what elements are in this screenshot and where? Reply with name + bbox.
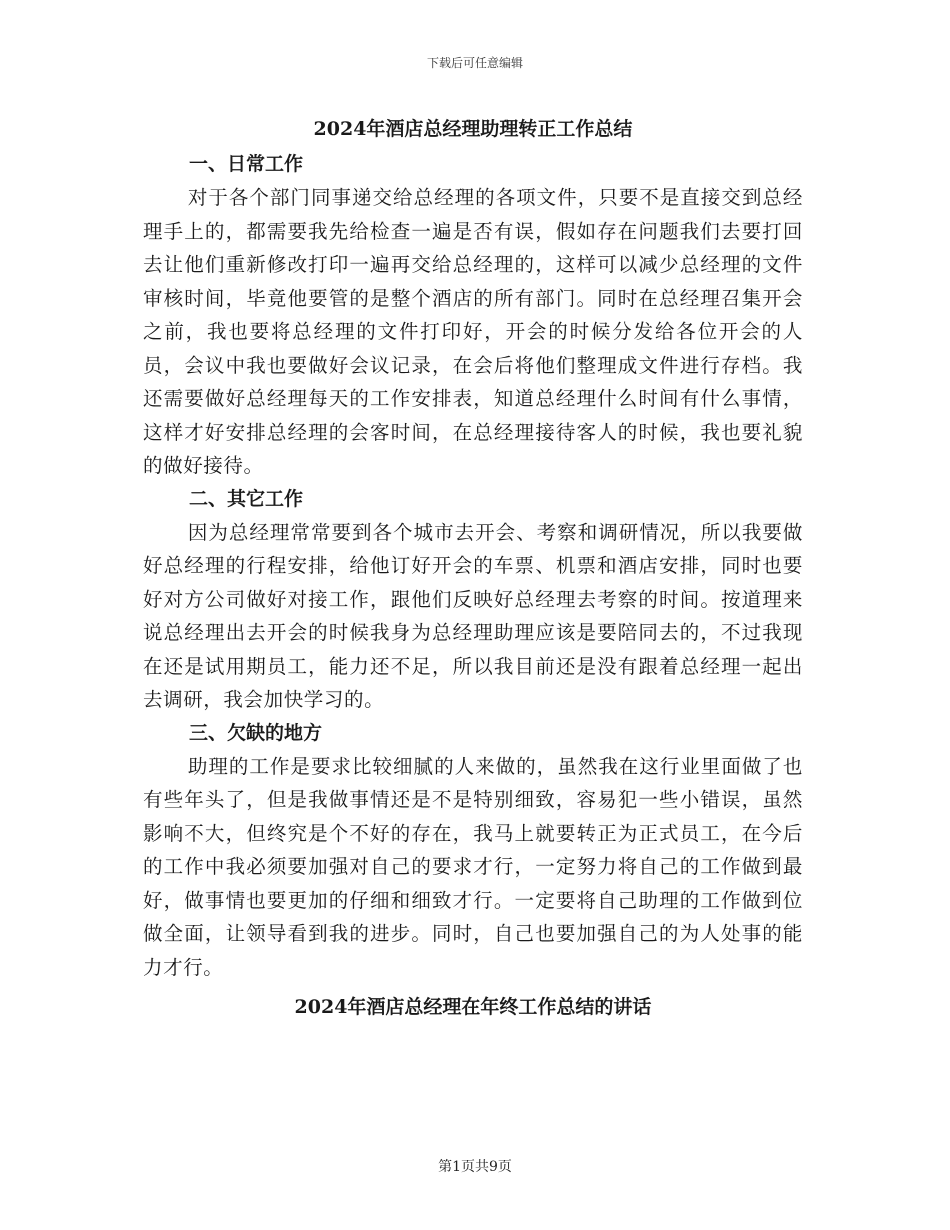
next-document-title: 2024年酒店总经理在年终工作总结的讲话 [294,996,652,1018]
document-title: 2024年酒店总经理助理转正工作总结 [313,118,633,140]
section-heading-shortcomings: 三、欠缺的地方 [189,721,323,744]
section-heading-daily-work: 一、日常工作 [189,153,304,175]
page-number: 第1页共9页 [438,1159,512,1175]
document-body [143,110,803,1026]
section-paragraph-other-work: 因为总经理常常要到各个城市去开会、考察和调研情况，所以我要做好总经理的行程安排，给他订好开会的车票、机票和酒店安排，同时也要好对方公司做好对接工作，跟他们反映好总经理去考察的时间。按道理来说总经理出去开会的时候我身为总经理助理应该是要陪同去的，不过我现在还是试用期员工，能力还不足，所以我目前还是没有跟着总经理一起出去调研，我会加快学习的。 [143,520,803,711]
header-note: 下载后可任意编辑 [426,56,523,70]
section-paragraph-shortcomings: 助理的工作是要求比较细腻的人来做的，虽然我在这行业里面做了也有些年头了，但是我做事情还是不是特别细致，容易犯一些小错误，虽然影响不大，但终究是个不好的存在，我马上就要转正为正式员工，在今后的工作中我必须要加强对自己的要求才行，一定努力将自己的工作做到最好，做事情也要更加的仔细和细致才行。一定要将自己助理的工作做到位做全面，让领导看到我的进步。同时，自己也要加强自己的为人处事的能力才行。 [143,754,803,979]
section-heading-other-work: 二、其它工作 [189,487,304,510]
section-paragraph-daily-work: 对于各个部门同事递交给总经理的各项文件，只要不是直接交到总经理手上的，都需要我先给检查一遍是否有误，假如存在问题我们去要打回去让他们重新修改打印一遍再交给总经理的，这样可以减少总经理的文件审核时间，毕竟他要管的是整个酒店的所有部门。同时在总经理召集开会之前，我也要将总经理的文件打印好，开会的时候分发给各位开会的人员，会议中我也要做好会议记录，在会后将他们整理成文件进行存档。我还需要做好总经理每天的工作安排表，知道总经理什么时间有什么事情，这样才好安排总经理的会客时间，在总经理接待客人的时候，我也要礼貌的做好接待。 [143,186,803,477]
